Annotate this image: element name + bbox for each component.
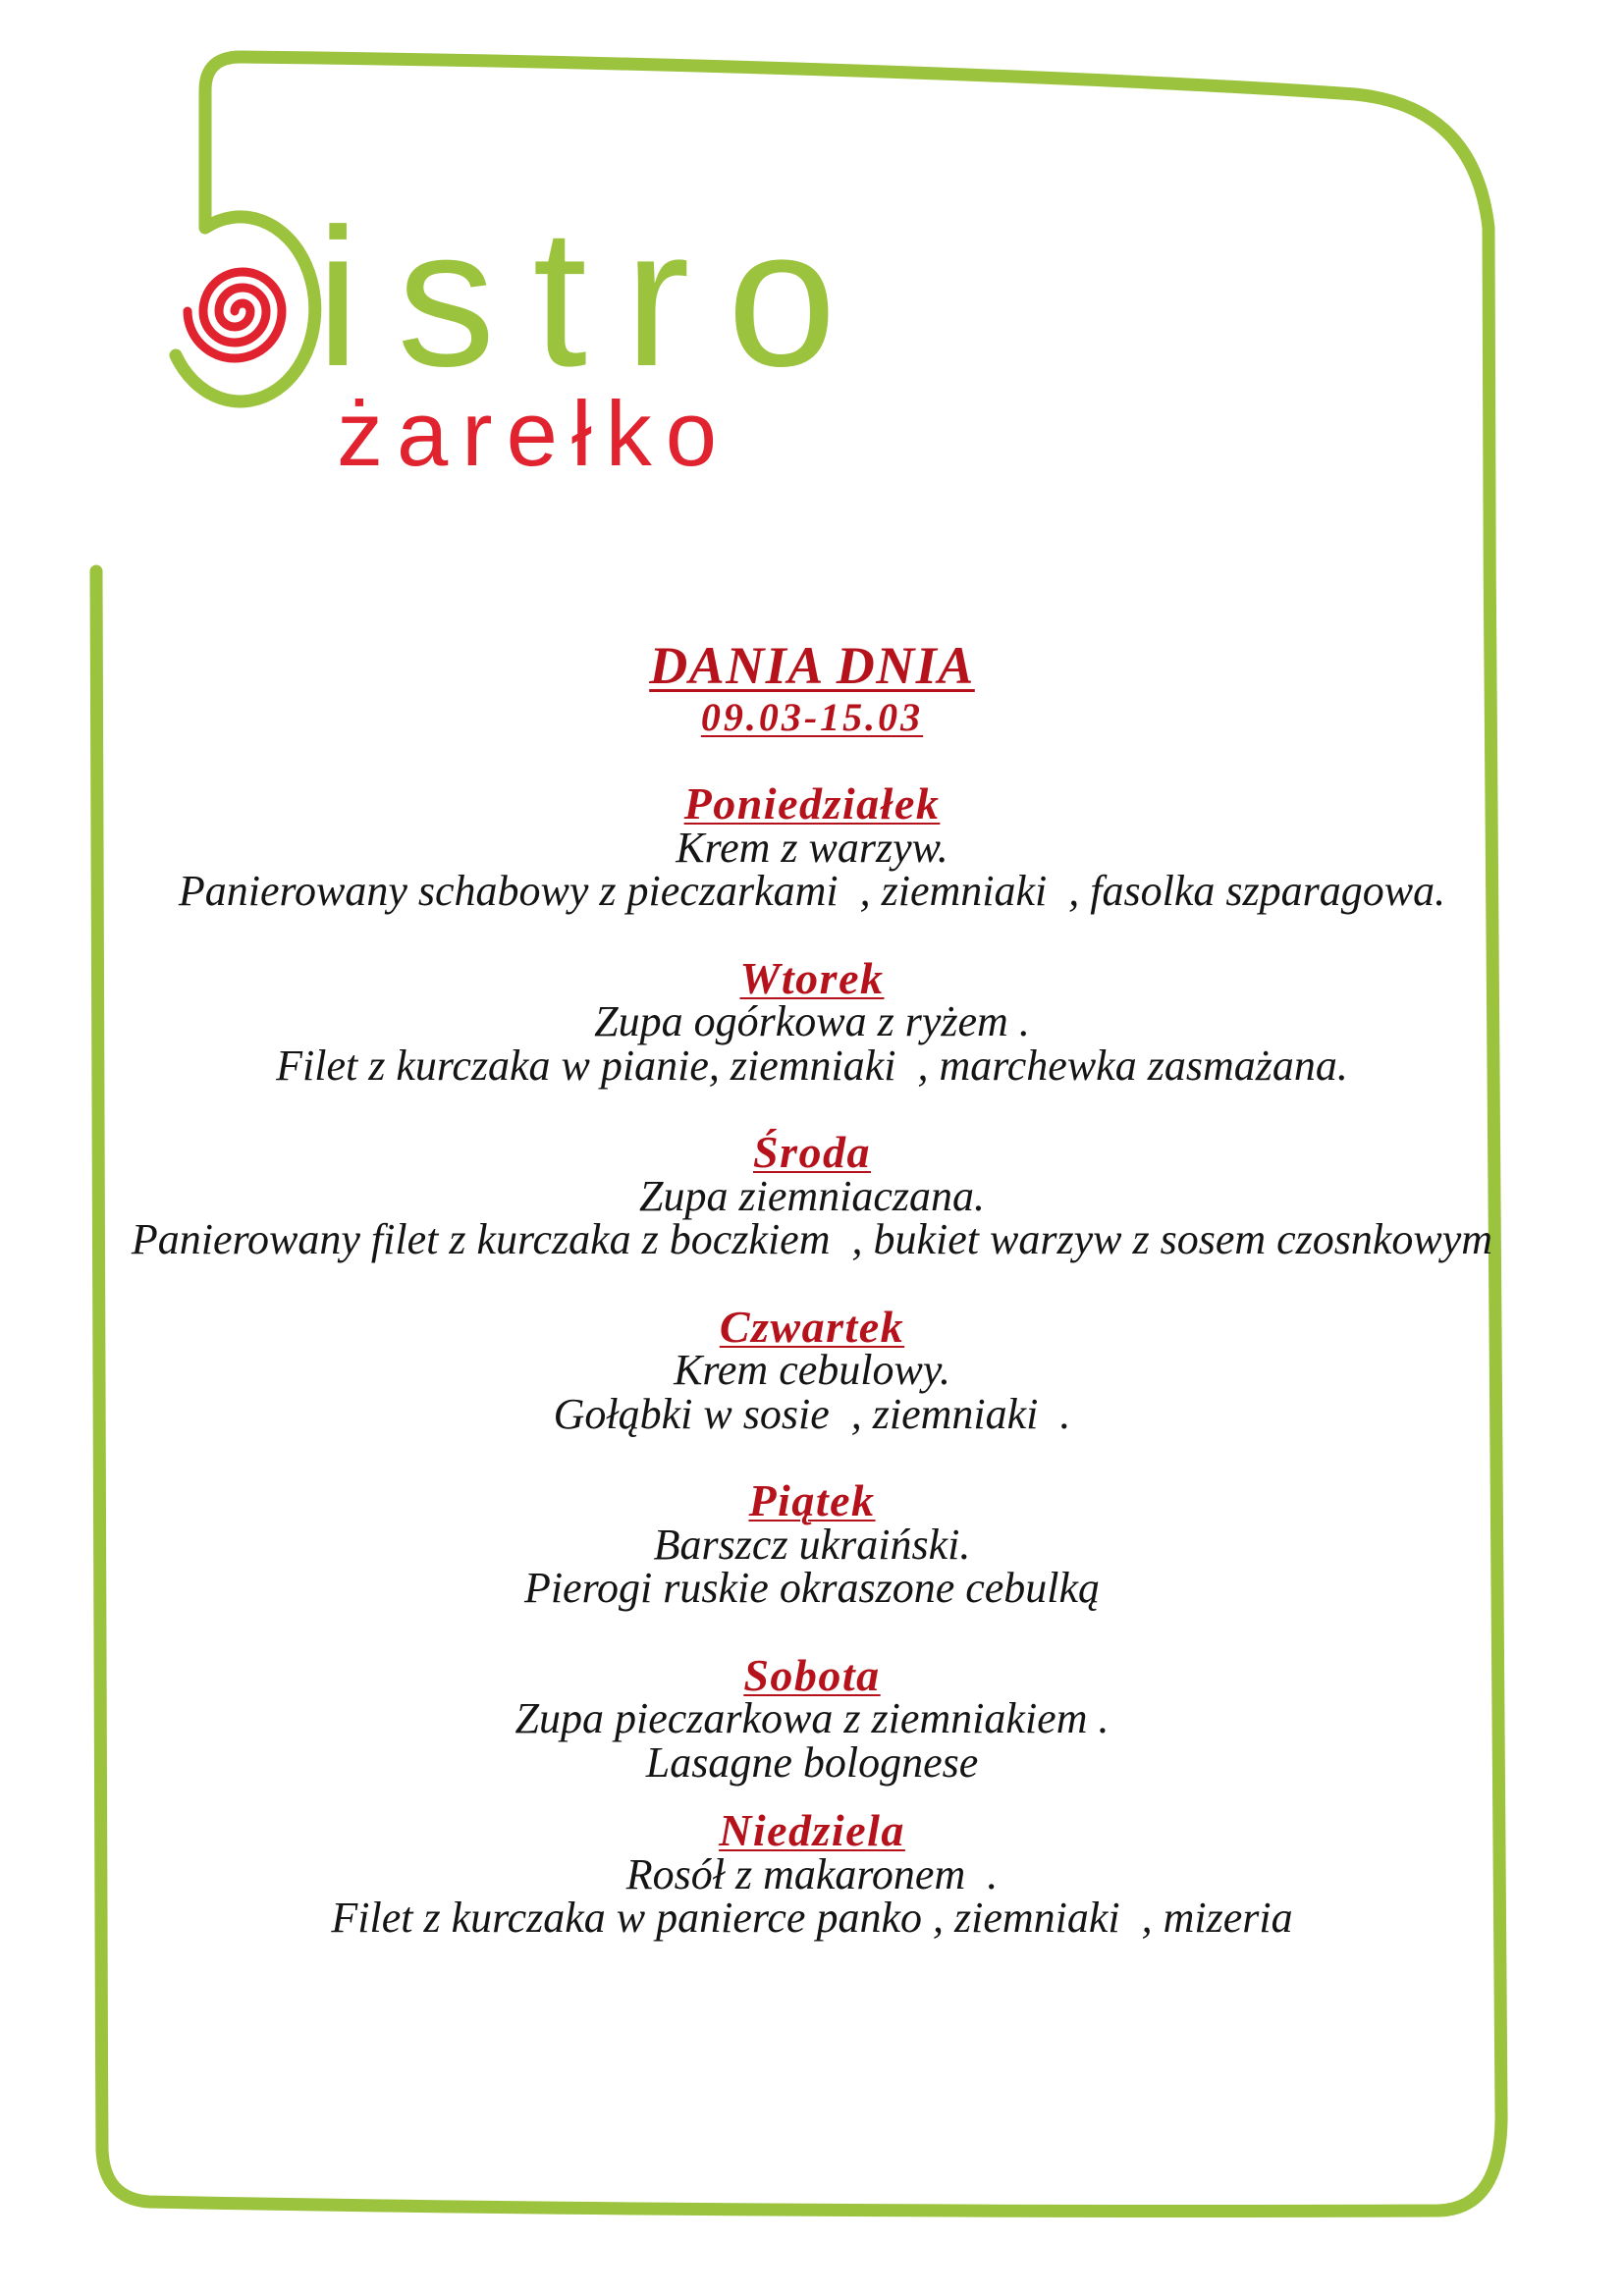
- day-soup: Rosół z makaronem .: [625, 1849, 999, 1898]
- day-section: [0, 1127, 1624, 1263]
- day-soup: Zupa ziemniaczana.: [639, 1171, 985, 1220]
- day-name: Piątek: [748, 1475, 876, 1525]
- day-main-course: Panierowany filet z kurczaka z boczkiem , bukiet warzyw z sosem czosnkowym: [131, 1215, 1493, 1263]
- day-name: Sobota: [743, 1649, 881, 1700]
- day-main-course: Filet z kurczaka w pianie, ziemniaki , marchewka zasmażana.: [276, 1041, 1348, 1090]
- day-name: Wtorek: [739, 952, 885, 1003]
- day-soup: Krem cebulowy.: [674, 1346, 950, 1394]
- day-section: [0, 1475, 1624, 1612]
- day-name: Niedziela: [719, 1805, 905, 1855]
- day-section: [0, 1805, 1624, 1942]
- day-soup: Zupa ogórkowa z ryżem .: [594, 997, 1030, 1045]
- day-section: [0, 1301, 1624, 1438]
- day-main-course: Panierowany schabowy z pieczarkami , ziemniaki , fasolka szparagowa.: [178, 867, 1446, 915]
- day-soup: Zupa pieczarkowa z ziemniakiem .: [514, 1694, 1110, 1742]
- menu-date-range: 09.03-15.03: [700, 695, 924, 739]
- logo-spiral-icon: [188, 272, 282, 358]
- day-name: Środa: [753, 1127, 871, 1177]
- day-soup: Krem z warzyw.: [676, 823, 948, 872]
- day-soup: Barszcz ukraiński.: [653, 1520, 971, 1569]
- weekly-menu: [0, 778, 1624, 1942]
- logo-wordmark: istro: [316, 188, 874, 407]
- day-section: [0, 778, 1624, 915]
- day-main-course: Gołąbki w sosie , ziemniaki .: [553, 1389, 1071, 1438]
- day-section: [0, 952, 1624, 1090]
- menu-title: DANIA DNIA: [649, 636, 975, 695]
- spiral-icon: [188, 272, 282, 358]
- day-main-course: Pierogi ruskie okraszone cebulką: [523, 1564, 1101, 1612]
- day-name: Czwartek: [719, 1301, 905, 1352]
- day-main-course: Filet z kurczaka w panierce panko , ziemniaki , mizeria: [331, 1894, 1293, 1942]
- day-main-course: Lasagne bolognese: [645, 1737, 979, 1787]
- day-section: [0, 1649, 1624, 1787]
- logo-subtitle: żarełko: [337, 382, 731, 485]
- day-name: Poniedziałek: [683, 778, 941, 828]
